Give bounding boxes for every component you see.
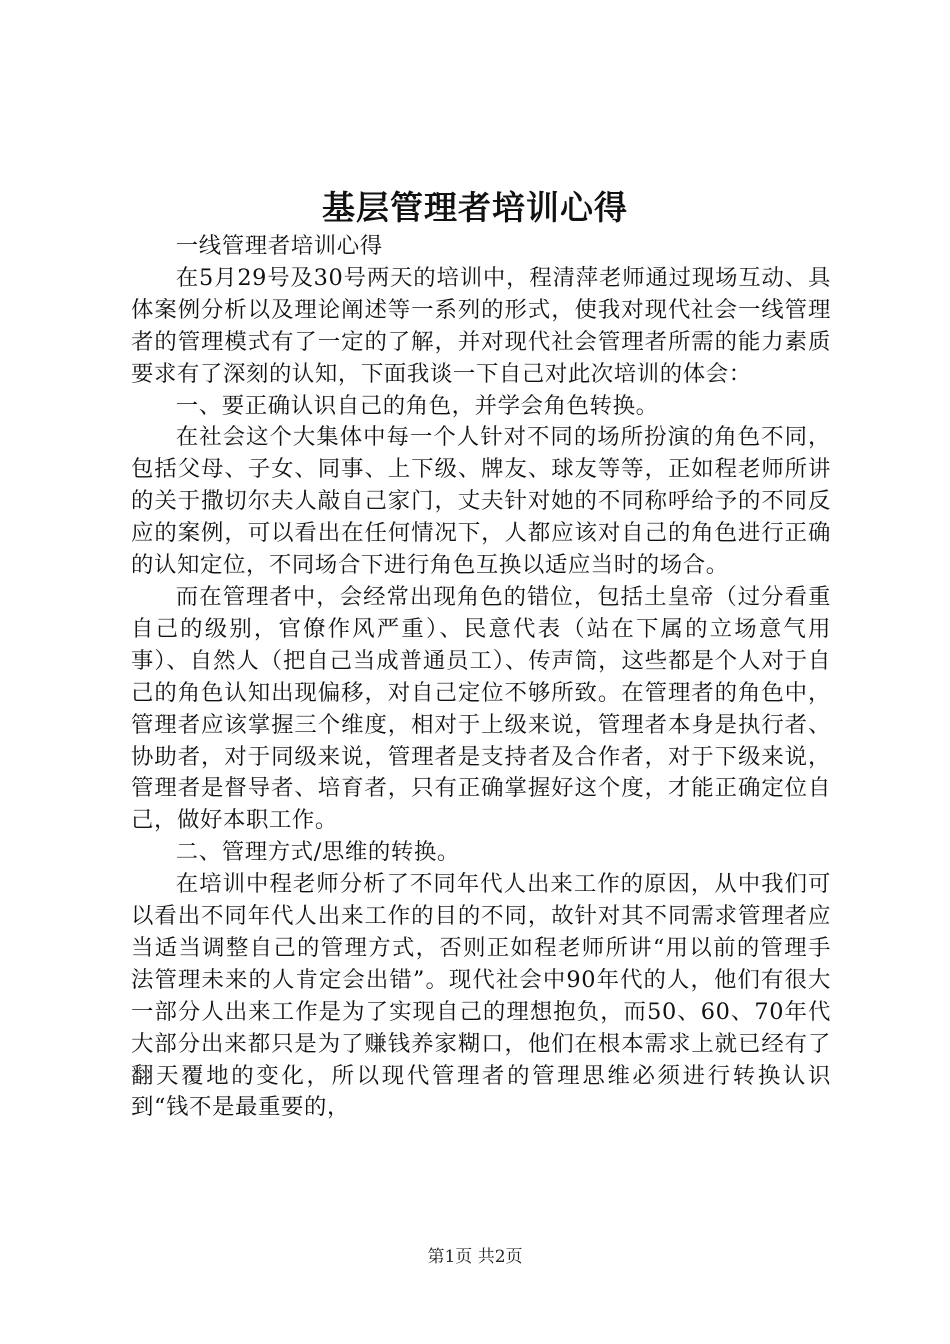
paragraph-roles: 在社会这个大集体中每一个人针对不同的场所扮演的角色不同，包括父母、子女、同事、上下级、牌友、球友等等，正如程老师所讲的关于撒切尔夫人敲自己家门，丈夫针对她的不同称呼给予的不同反应的案例，可以看出在任何情况下，人都应该对自己的角色进行正确的认知定位，不同场合下进行角色互换以适应当时的场合。 [131, 424, 831, 579]
page-number: 第1页 [427, 1247, 473, 1267]
page-total: 共2页 [477, 1247, 523, 1267]
document-title: 基层管理者培训心得 [322, 188, 628, 227]
section-heading-2: 二、管理方式/思维的转换。 [175, 839, 460, 866]
paragraph-role-misplacement: 而在管理者中，会经常出现角色的错位，包括土皇帝（过分看重自己的级别，官僚作风严重）、民意代表（站在下属的立场意气用事）、自然人（把自己当成普通员工）、传声筒，这些都是个人对于自己的角色认知出现偏移，对自己定位不够所致。在管理者的角色中，管理者应该掌握三个维度，相对于上级来说，管理者本身是执行者、协助者，对于同级来说，管理者是支持者及合作者，对于下级来说，管理者是督导者、培育者，只有正确掌握好这个度，才能正确定位自己，做好本职工作。 [131, 583, 831, 834]
document-body [131, 231, 831, 1124]
paragraph-subtitle: 一线管理者培训心得 [175, 233, 383, 259]
paragraph-intro: 在5月29号及30号两天的培训中，程清萍老师通过现场互动、具体案例分析以及理论阐述等一系列的形式，使我对现代社会一线管理者的管理模式有了一定的了解，并对现代社会管理者所需的能力素质要求有了深刻的认知，下面我谈一下自己对此次培训的体会： [131, 264, 831, 387]
paragraph-management-thinking: 在培训中程老师分析了不同年代人出来工作的原因，从中我们可以看出不同年代人出来工作的目的不同，故针对其不同需求管理者应当适当调整自己的管理方式，否则正如程老师所讲“用以前的管理手法管理未来的人肯定会出错”。现代社会中90年代的人，他们有很大一部分人出来工作是为了实现自己的理想抱负，而50、60、70年代大部分出来都只是为了赚钱养家糊口，他们在根本需求上就已经有了翻天覆地的变化，所以现代管理者的管理思维必须进行转换认识到“钱不是最重要的， [131, 871, 831, 1121]
page-footer [0, 1245, 950, 1269]
section-heading-1: 一、要正确认识自己的角色，并学会角色转换。 [175, 392, 659, 419]
